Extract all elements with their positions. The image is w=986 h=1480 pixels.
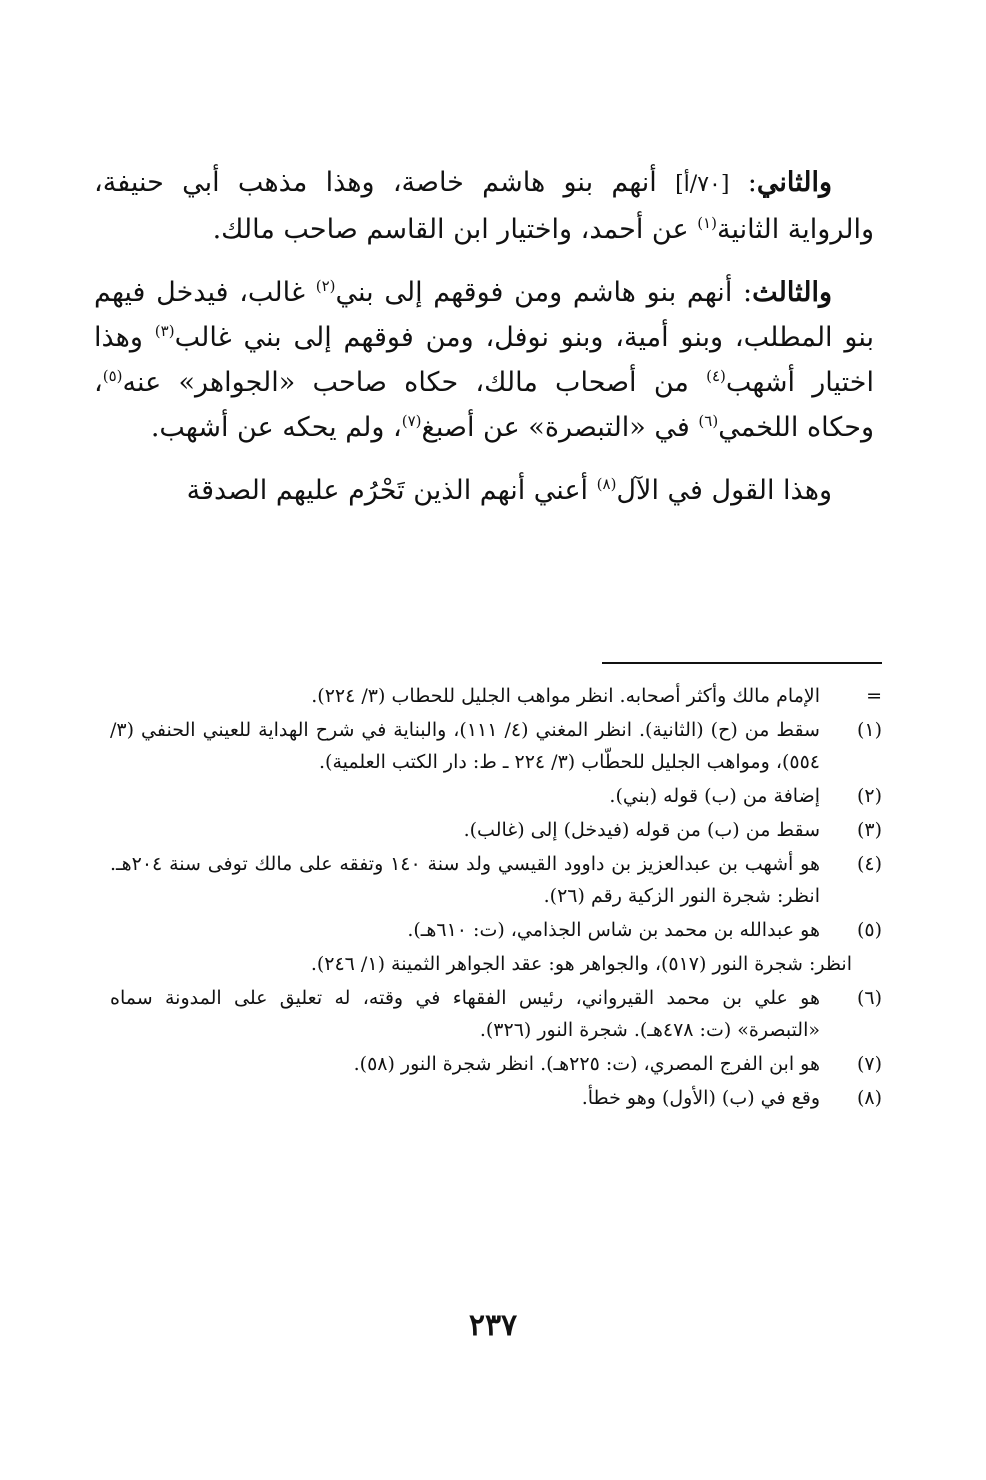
- footnote-item: [110, 680, 882, 712]
- paragraph-lead: والثالث: [752, 277, 832, 308]
- text-segment: من أصحاب مالك، حكاه صاحب «الجواهر» عنه: [122, 367, 707, 398]
- text-segment: عن أحمد، واختيار ابن القاسم صاحب مالك.: [212, 214, 698, 245]
- footnote-number: (٤): [856, 853, 882, 875]
- text-segment: ، وحكاه اللخمي: [94, 367, 874, 443]
- footnote-text: هو علي بن محمد القيرواني، رئيس الفقهاء في وقته، له تعليق على المدونة سماه «التبصرة» (ت: ٤٧٨هـ). شجرة النور (٣٢٦).: [110, 987, 820, 1041]
- footnote-item: [110, 1048, 882, 1080]
- footnote-text: وقع في (ب) (الأول) وهو خطأ.: [581, 1087, 820, 1109]
- footnote-item: [110, 1082, 882, 1114]
- footnote-number: (٥): [856, 919, 882, 941]
- footnote-item: [110, 848, 882, 912]
- text-segment: :: [729, 167, 757, 198]
- footnote-number: =: [866, 685, 882, 707]
- footnote-text: الإمام مالك وأكثر أصحابه. انظر مواهب الجليل للحطاب (٣/ ٢٢٤).: [311, 685, 820, 707]
- footnote-number: (٦): [856, 987, 882, 1009]
- footnote-reference: (٤): [706, 367, 726, 385]
- footnote-item: [110, 714, 882, 778]
- footnote-reference: (٧): [401, 412, 422, 430]
- footnote-item: [110, 814, 882, 846]
- footnote-item: [110, 780, 882, 812]
- text-segment: وهذا القول في الآل: [616, 475, 832, 506]
- text-segment: أعني أنهم الذين تَحْرُم عليهم الصدقة: [186, 475, 597, 506]
- footnote-reference: (٣): [154, 322, 175, 340]
- footnote-text: هو عبدالله بن محمد بن شاس الجذامي، (ت: ٦١٠هـ).: [407, 919, 820, 941]
- footnote-item: [110, 982, 882, 1046]
- paragraph: [94, 160, 874, 252]
- footnote-number: (٣): [856, 819, 882, 841]
- footnote-item: [110, 914, 882, 946]
- footnote-number: (٢): [856, 785, 882, 807]
- footnote-text: هو أشهب بن عبدالعزيز بن داوود القيسي ولد سنة ١٤٠ وتفقه على مالك توفى سنة ٢٠٤هـ. انظر: شجرة النور الزكية رقم (٢٦).: [110, 853, 820, 907]
- text-segment: وهذا اختيار أشهب: [94, 322, 874, 398]
- folio-marker: [٧٠/أ]: [675, 172, 730, 197]
- text-segment: غالب، فيدخل فيهم بنو المطلب، وبنو أمية، وبنو نوفل، ومن فوقهم إلى بني غالب: [94, 277, 874, 353]
- footnote-text: سقط من (ح) (الثانية). انظر المغني (٤/ ١١١)، والبناية في شرح الهداية للعيني الحنفي (٣/ ٥٥٤)، ومواهب الجليل للحطّاب (٣/ ٢٢٤ ـ ط: دار الكتب العلمية).: [110, 719, 820, 773]
- footnote-reference: (٨): [596, 475, 617, 493]
- page-number: ٢٣٧: [468, 1308, 518, 1343]
- text-segment: أنهم بنو هاشم خاصة، وهذا مذهب أبي حنيفة، والرواية الثانية: [94, 167, 874, 245]
- footnote-reference: (٥): [102, 367, 123, 385]
- paragraph-lead: والثاني: [756, 167, 832, 198]
- main-text: [94, 160, 874, 531]
- text-segment: في «التبصرة» عن أصبغ: [421, 412, 699, 443]
- footnote-number: (٧): [856, 1053, 882, 1075]
- footnote-reference: (٦): [698, 412, 719, 430]
- text-segment: ، ولم يحكه عن أشهب.: [150, 412, 402, 443]
- footnotes: [110, 680, 882, 1116]
- footnote-continuation: انظر: شجرة النور (٥١٧)، والجواهر هو: عقد الجواهر الثمينة (١/ ٢٤٦).: [310, 953, 852, 975]
- footnote-reference: (١): [697, 214, 717, 232]
- text-segment: : أنهم بنو هاشم ومن فوقهم إلى بني: [335, 277, 753, 308]
- footnote-reference: (٢): [315, 277, 336, 295]
- paragraph: [94, 468, 874, 513]
- footnote-text: إضافة من (ب) قوله (بني).: [609, 785, 820, 807]
- paragraph: [94, 270, 874, 450]
- footnote-number: (٨): [856, 1087, 882, 1109]
- footnote-text: سقط من (ب) من قوله (فيدخل) إلى (غالب).: [463, 819, 820, 841]
- footnote-text: هو ابن الفرج المصري، (ت: ٢٢٥هـ). انظر شجرة النور (٥٨).: [353, 1053, 820, 1075]
- footnote-number: (١): [856, 719, 882, 741]
- footnote-separator: [602, 662, 882, 664]
